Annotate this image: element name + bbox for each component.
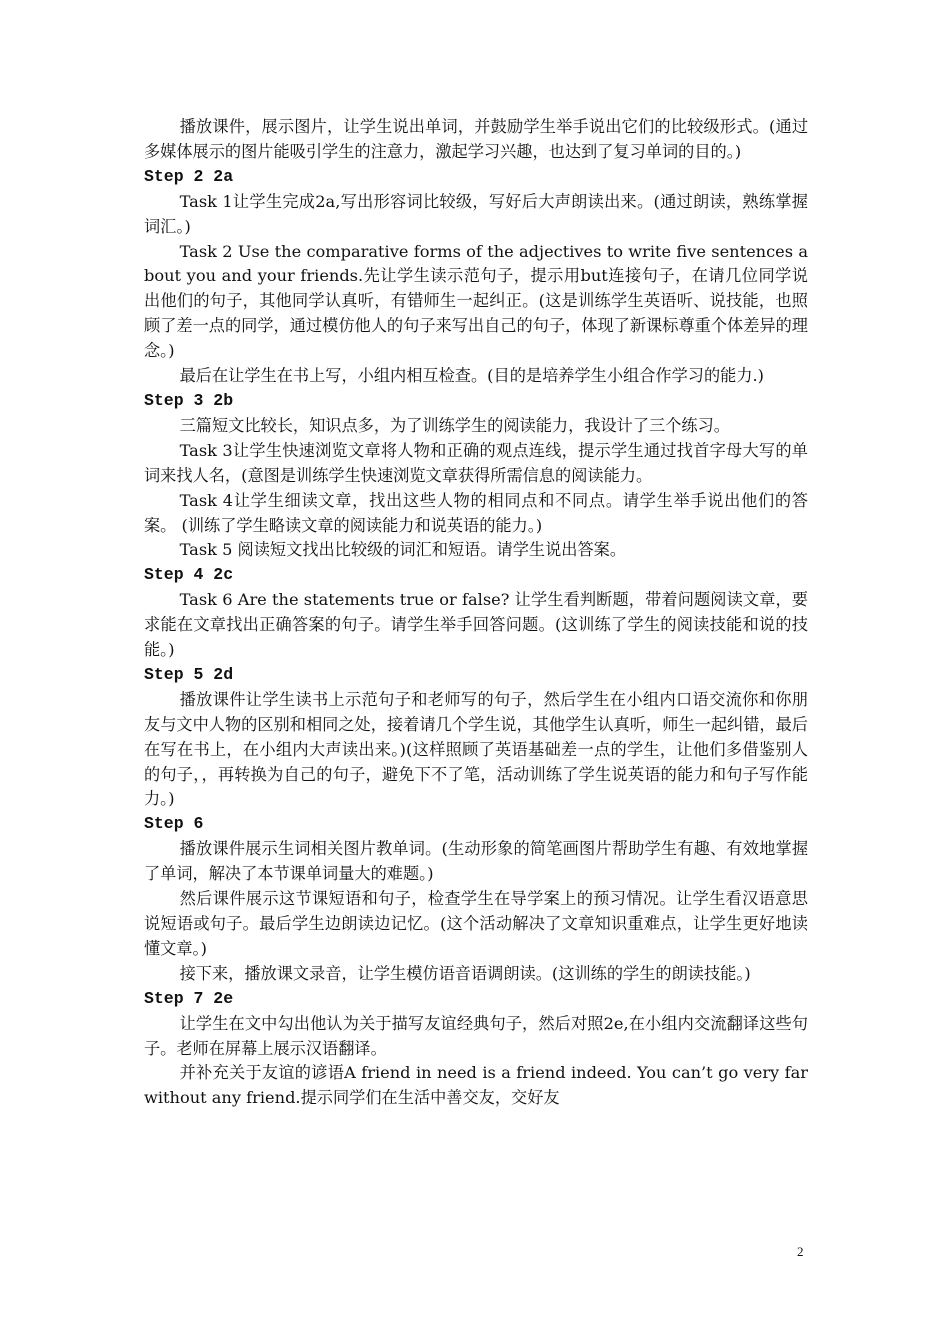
step-heading: Step 7 2e bbox=[144, 988, 234, 1008]
step-heading: Step 6 bbox=[144, 814, 204, 834]
paragraph: 然后课件展示这节课短语和句子，检查学生在导学案上的预习情况。让学生看汉语意思说短语或句子。最后学生边朗读边记忆。(这个活动解决了文章知识重难点，让学生更好地读懂文章。) bbox=[144, 889, 808, 958]
paragraph: 三篇短文比较长，知识点多，为了训练学生的阅读能力，我设计了三个练习。 bbox=[179, 415, 730, 435]
paragraph: Task 3让学生快速浏览文章将人物和正确的观点连线，提示学生通过找首字母大写的单词来找人名，(意图是训练学生快速浏览文章获得所需信息的阅读能力。 bbox=[144, 440, 808, 485]
page-number: 2 bbox=[797, 1244, 804, 1259]
paragraph: Task 6 Are the statements true or false? 让学生看判断题，带着问题阅读文章，要求能在文章找出正确答案的句子。请学生举手回答问题。(这训练了学生的阅读技能和说的技能。) bbox=[144, 590, 808, 660]
paragraph: 接下来，播放课文录音，让学生模仿语音语调朗读。(这训练的学生的朗读技能。) bbox=[179, 963, 751, 983]
paragraph: Task 4让学生细读文章，找出这些人物的相同点和不同点。请学生举手说出他们的答案。 (训练了学生略读文章的阅读能力和说英语的能力。) bbox=[144, 490, 808, 535]
step-heading: Step 3 2b bbox=[144, 390, 234, 410]
paragraph: Task 5 阅读短文找出比较级的词汇和短语。请学生说出答案。 bbox=[179, 540, 627, 560]
paragraph: 并补充关于友谊的谚语A friend in need is a friend indeed. You can’t go very far without any friend.提示同学们在生活中善交友，交好友 bbox=[144, 1063, 808, 1108]
paragraph: 让学生在文中勾出他认为关于描写友谊经典句子，然后对照2e,在小组内交流翻译这些句子。老师在屏幕上展示汉语翻译。 bbox=[144, 1013, 808, 1058]
paragraph: Task 2 Use the comparative forms of the adjectives to write five sentences about you and your friends.先让学生读示范句子，提示用but连接句子，在请几位同学说出他们的句子，其他同学认真听，有错师生一起纠正。(这是训练学生英语听、说技能，也照顾了差一点的同学，通过模仿他人的句子来写出自己的句子，体现了新课标尊重个体差异的理念。) bbox=[144, 241, 808, 361]
step-heading: Step 5 2d bbox=[144, 664, 234, 684]
step-heading: Step 4 2c bbox=[144, 565, 234, 585]
paragraph: 播放课件让学生读书上示范句子和老师写的句子，然后学生在小组内口语交流你和你朋友与文中人物的区别和相同之处，接着请几个学生说，其他学生认真听，师生一起纠错，最后在写在书上，在小组内大声读出来。)(这样照顾了英语基础差一点的学生，让他们多借鉴别人的句子，，再转换为自己的句子，避免下不了笔，活动训练了学生说英语的能力和句子写作能力。) bbox=[144, 689, 808, 809]
paragraph: 播放课件展示生词相关图片教单词。(生动形象的简笔画图片帮助学生有趣、有效地掌握了单词，解决了本节课单词量大的难题。) bbox=[144, 839, 808, 884]
document-body bbox=[144, 115, 808, 1111]
paragraph: 最后在让学生在书上写，小组内相互检查。(目的是培养学生小组合作学习的能力.) bbox=[179, 366, 764, 386]
step-heading: Step 2 2a bbox=[144, 166, 234, 186]
paragraph: Task 1让学生完成2a,写出形容词比较级，写好后大声朗读出来。(通过朗读，熟练掌握词汇。) bbox=[144, 191, 808, 236]
paragraph: 播放课件，展示图片，让学生说出单词，并鼓励学生举手说出它们的比较级形式。(通过多媒体展示的图片能吸引学生的注意力，激起学习兴趣，也达到了复习单词的目的。) bbox=[144, 117, 808, 161]
